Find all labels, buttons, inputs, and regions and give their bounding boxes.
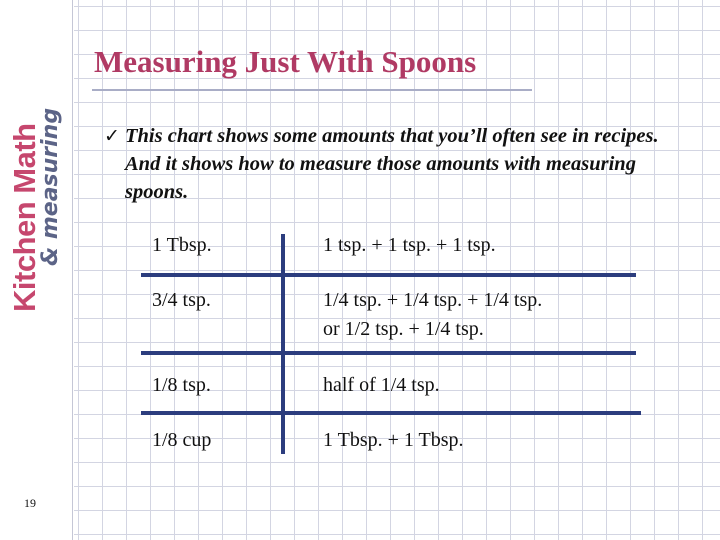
table-cell-method: half of 1/4 tsp. [323,374,440,396]
table-row-divider [141,351,636,355]
intro-paragraph [104,122,694,206]
brand-kitchen-math: Kitchen Math [7,123,42,312]
title-underline [92,89,532,91]
slide-title: Measuring Just With Spoons [94,44,477,79]
table-cell-method: 1 Tbsp. + 1 Tbsp. [323,429,464,451]
table-row-divider [141,411,641,415]
table-cell-method: 1/4 tsp. + 1/4 tsp. + 1/4 tsp. [323,289,543,311]
table-cell-amount: 3/4 tsp. [152,289,211,311]
sidebar [0,0,74,540]
table-cell-amount: 1/8 cup [152,429,212,451]
brand-measuring: & measuring [38,107,63,266]
table-row-divider [141,273,636,277]
table-cell-amount: 1/8 tsp. [152,374,211,396]
intro-text: This chart shows some amounts that you’ll often see in recipes. And it shows how to measure those amounts with measuring spoons. [125,125,659,203]
table-cell-amount: 1 Tbsp. [152,234,212,256]
checkmark-icon: ✓ [104,125,120,147]
sidebar-divider [72,0,73,540]
brand-logo [8,82,62,312]
table-column-divider [281,234,285,454]
table-cell-method: 1 tsp. + 1 tsp. + 1 tsp. [323,234,496,256]
table-cell-method-continued: or 1/2 tsp. + 1/4 tsp. [323,318,484,340]
page-number: 19 [24,496,36,510]
